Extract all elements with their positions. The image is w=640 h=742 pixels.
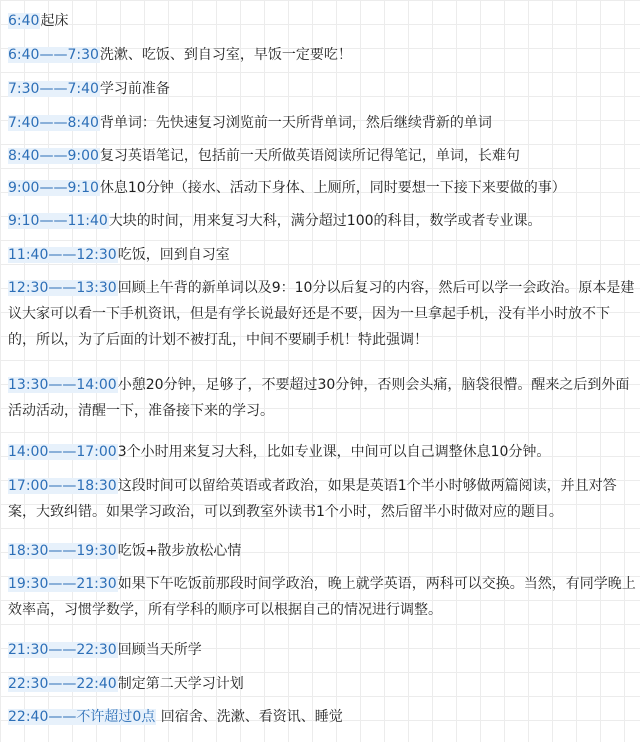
entry-text: 小憩20分钟，足够了，不要超过30分钟，否则会头痛，脑袋很懵。醒来之后到外面活动活动，清醒一下，准备接下来的学习。 bbox=[8, 377, 630, 419]
entry-text: 回顾当天所学 bbox=[117, 642, 202, 658]
entry-text: 洗漱、吃饭、到自习室，早饭一定要吃！ bbox=[99, 47, 352, 63]
schedule-entry bbox=[8, 76, 636, 102]
time-range: 21:30——22:30 bbox=[8, 642, 117, 658]
schedule-entry bbox=[8, 110, 636, 136]
entry-text: 如果下午吃饭前那段时间学政治，晚上就学英语，两科可以交换。当然，有同学晚上效率高，习惯学数学，所有学科的顺序可以根据自己的情况进行调整。 bbox=[8, 576, 636, 618]
entry-text: 背单词：先快速复习浏览前一天所背单词，然后继续背新的单词 bbox=[99, 115, 492, 131]
time-range: 8:40——9:00 bbox=[8, 148, 99, 164]
schedule-entry bbox=[8, 242, 636, 268]
schedule-entry bbox=[8, 175, 636, 201]
time-range: 17:00——18:30 bbox=[8, 478, 117, 494]
entry-text: 回宿舍、洗漱、看资讯、睡觉 bbox=[156, 709, 343, 725]
time-range: 6:40——7:30 bbox=[8, 47, 99, 63]
time-range: 18:30——19:30 bbox=[8, 543, 117, 559]
time-range: 22:40——不许超过0点 bbox=[8, 709, 156, 725]
entry-text: 大块的时间，用来复习大科，满分超过100的科目，数学或者专业课。 bbox=[108, 213, 542, 229]
entry-text: 回顾上午背的新单词以及9：10分以后复习的内容，然后可以学一会政治。原本是建议大家可以看一下手机资讯，但是有学长说最好还是不要，因为一旦拿起手机，没有半小时放不下的，所以，为了后面的计划不被打乱，中间不要刷手机！特此强调！ bbox=[8, 280, 635, 348]
entry-text: 学习前准备 bbox=[99, 81, 170, 97]
time-range: 22:30——22:40 bbox=[8, 676, 117, 692]
schedule-entry bbox=[8, 538, 636, 564]
entry-text: 复习英语笔记，包括前一天所做英语阅读所记得笔记，单词，长难句 bbox=[99, 148, 520, 164]
time-range: 7:40——8:40 bbox=[8, 115, 99, 131]
time-range: 9:10——11:40 bbox=[8, 213, 108, 229]
entry-text: 休息10分钟（接水、活动下身体、上厕所，同时要想一下接下来要做的事） bbox=[99, 180, 566, 196]
time-range: 14:00——17:00 bbox=[8, 444, 117, 460]
entry-text: 这段时间可以留给英语或者政治，如果是英语1个半小时够做两篇阅读，并且对答案，大致纠错。如果学习政治，可以到教室外读书1个小时，然后留半小时做对应的题目。 bbox=[8, 478, 617, 520]
entry-text: 吃饭+散步放松心情 bbox=[117, 543, 242, 559]
schedule-entry bbox=[8, 208, 636, 234]
time-range: 12:30——13:30 bbox=[8, 280, 117, 296]
schedule-entry bbox=[8, 372, 636, 424]
time-range: 11:40——12:30 bbox=[8, 247, 117, 263]
schedule-entry bbox=[8, 704, 636, 730]
entry-text: 吃饭，回到自习室 bbox=[117, 247, 230, 263]
time-range: 9:00——9:10 bbox=[8, 180, 99, 196]
schedule-entry bbox=[8, 42, 636, 68]
entry-text: 制定第二天学习计划 bbox=[117, 676, 244, 692]
schedule-entry bbox=[8, 473, 636, 525]
schedule-entry bbox=[8, 143, 636, 169]
time-range: 6:40 bbox=[8, 13, 40, 29]
schedule-entry bbox=[8, 439, 636, 465]
time-range: 19:30——21:30 bbox=[8, 576, 117, 592]
schedule-entry bbox=[8, 275, 636, 353]
schedule-entry bbox=[8, 8, 636, 34]
schedule-entry bbox=[8, 671, 636, 697]
schedule-entry bbox=[8, 637, 636, 663]
entry-text: 3个小时用来复习大科，比如专业课，中间可以自己调整休息10分钟。 bbox=[117, 444, 551, 460]
time-range: 7:30——7:40 bbox=[8, 81, 99, 97]
entry-text: 起床 bbox=[40, 13, 69, 29]
schedule-entry bbox=[8, 571, 636, 623]
time-range: 13:30——14:00 bbox=[8, 377, 117, 393]
